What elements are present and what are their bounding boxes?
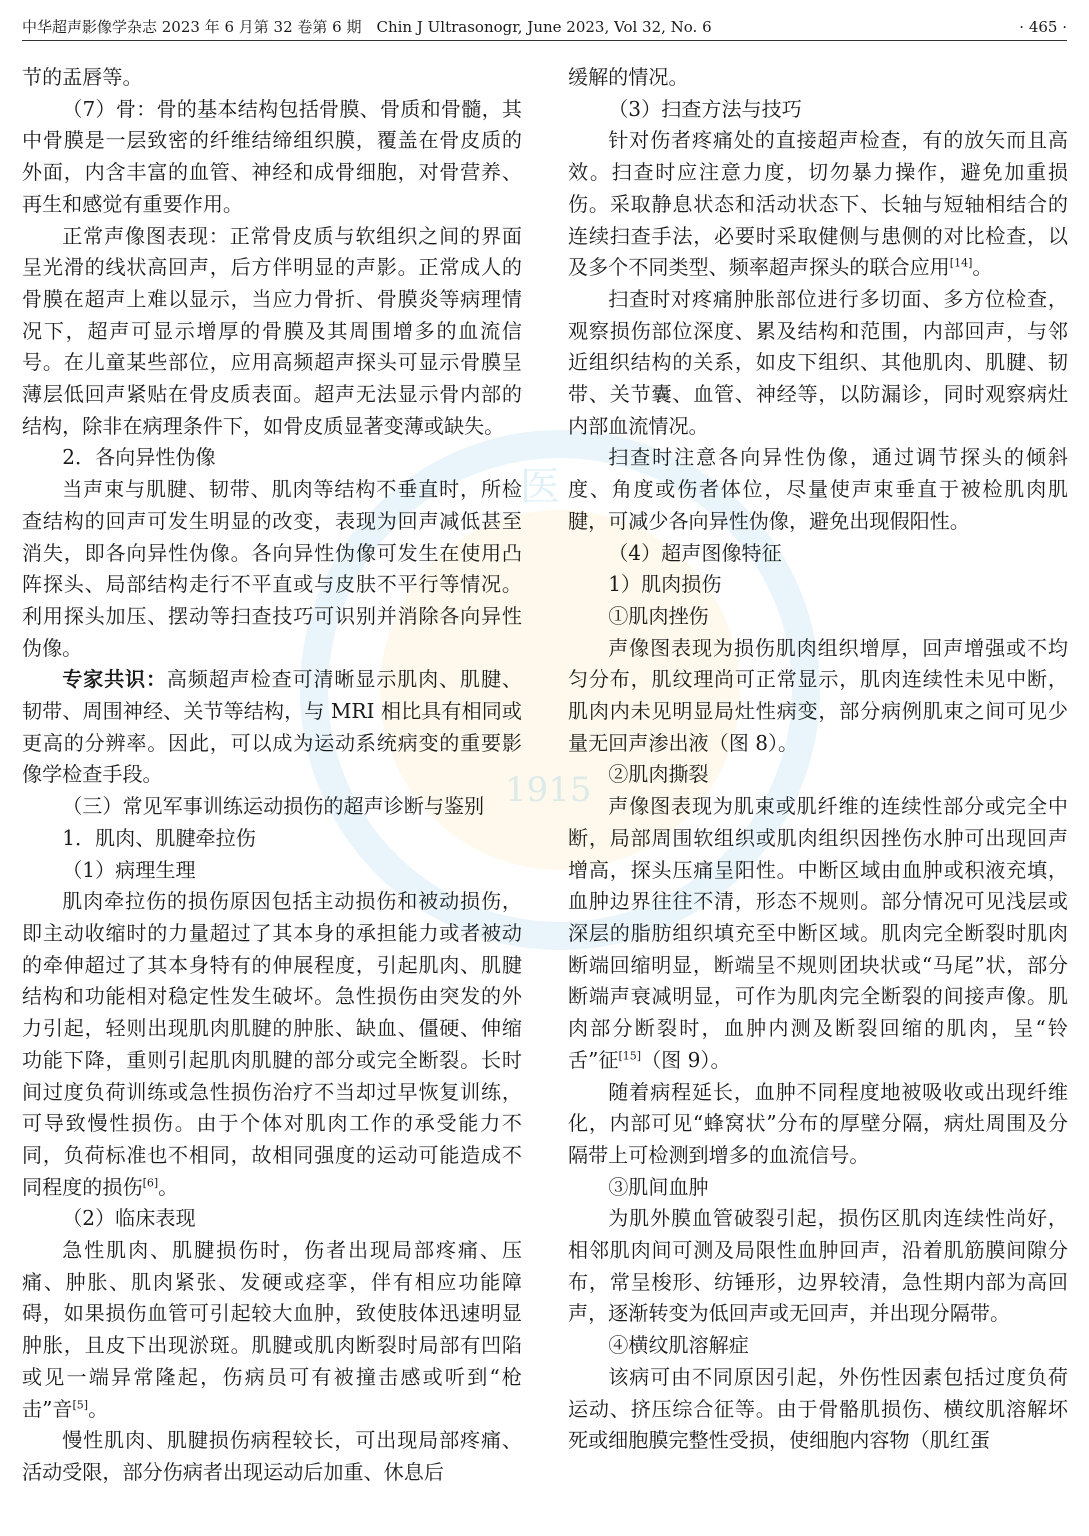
paragraph — [22, 442, 522, 474]
paragraph-text: （2）临床表现 — [62, 1206, 196, 1231]
paragraph-text: 声像图表现为肌束或肌纤维的连续性部分或完全中断，局部周围软组织或肌肉组织因挫伤水肿可出现回声增高，探头压痛呈阳性。中断区域由血肿或积液充填，血肿边界往往不清，形态不规则。部分情况可见浅层或深层的脂肪组织填充至中断区域。肌肉完全断裂时肌肉断端回缩明显，断端呈不规则团块状或“马尾”状，部分断端声衰减明显，可作为肌肉完全断裂的间接声像。肌肉部分断裂时，血肿内测及断裂回缩的肌肉，呈“铃舌”征 — [568, 794, 1068, 1072]
paragraph — [568, 791, 1068, 1076]
paragraph-text: ③肌间血肿 — [608, 1174, 709, 1199]
paragraph-text: 慢性肌肉、肌腱损伤病程较长，可出现局部疼痛、活动受限，部分伤病者出现运动后加重、休息后 — [22, 1428, 522, 1484]
paragraph — [568, 1330, 1068, 1362]
citation-ref: [6] — [142, 1175, 159, 1189]
paragraph-text: 扫查时对疼痛肿胀部位进行多切面、多方位检查，观察损伤部位深度、累及结构和范围，内部回声，与邻近组织结构的关系，如皮下组织、其他肌肉、肌腱、韧带、关节囊、血管、神经等，以防漏诊，同时观察病灶内部血流情况。 — [568, 286, 1068, 438]
paragraph-text: 缓解的情况。 — [568, 65, 689, 89]
paragraph-text: ④横纹肌溶解症 — [608, 1333, 749, 1358]
paragraph-text: 为肌外膜血管破裂引起，损伤区肌肉连续性尚好，相邻肌肉间可测及局限性血肿回声，沿着肌筋膜间隙分布，常呈梭形、纺锤形，边界较清，急性期内部为高回声，逐渐转变为低回声或无回声，并出现分隔带。 — [568, 1206, 1068, 1326]
paragraph — [22, 1425, 522, 1488]
paragraph — [22, 855, 522, 887]
paragraph — [568, 1172, 1068, 1204]
paragraph — [568, 538, 1068, 570]
paragraph-text: ①肌肉挫伤 — [608, 603, 709, 628]
paragraph — [22, 474, 522, 664]
paragraph-text: 高频超声检查可清晰显示肌肉、肌腱、韧带、周围神经、关节等结构，与 MRI 相比具有相同或更高的分辨率。因此，可以成为运动系统病变的重要影像学检查手段。 — [22, 667, 523, 787]
paragraph — [22, 791, 522, 823]
paragraph — [568, 759, 1068, 791]
page-number: · 465 · — [1019, 18, 1067, 36]
paragraph — [568, 442, 1068, 537]
paragraph — [22, 221, 522, 443]
paragraph — [568, 94, 1068, 126]
paragraph-text: （3）扫查方法与技巧 — [608, 96, 802, 121]
paragraph — [568, 1203, 1068, 1330]
paragraph — [22, 62, 522, 94]
paragraph-text: 1）肌肉损伤 — [608, 572, 722, 597]
citation-ref: [15] — [618, 1049, 642, 1063]
paragraph — [568, 62, 1068, 94]
paragraph — [568, 569, 1068, 601]
paragraph — [22, 1203, 522, 1235]
paragraph-text: 正常声像图表现：正常骨皮质与软组织之间的界面呈光滑的线状高回声，后方伴明显的声影。正常成人的骨膜在超声上难以显示，当应力骨折、骨膜炎等病理情况下，超声可显示增厚的骨膜及其周围增多的血流信号。在儿童某些部位，应用高频超声探头可显示骨膜呈薄层低回声紧贴在骨皮质表面。超声无法显示骨内部的结构，除非在病理条件下，如骨皮质显著变薄或缺失。 — [22, 223, 522, 438]
paragraph-text: 随着病程延长，血肿不同程度地被吸收或出现纤维化，内部可见“蜂窝状”分布的厚壁分隔，病灶周围及分隔带上可检测到增多的血流信号。 — [568, 1079, 1068, 1167]
paragraph-text: （7）骨：骨的基本结构包括骨膜、骨质和骨髓，其中骨膜是一层致密的纤维结缔组织膜，覆盖在骨皮质的外面，内含丰富的血管、神经和成骨细胞，对骨营养、再生和感觉有重要作用。 — [22, 96, 522, 216]
paragraph — [22, 1235, 522, 1425]
paragraph-tail: 。 — [158, 1174, 179, 1199]
paragraph-text: 节的盂唇等。 — [22, 65, 143, 89]
paragraph — [568, 125, 1068, 284]
paragraph-text: 1．肌肉、肌腱牵拉伤 — [62, 825, 256, 850]
paragraph — [22, 886, 522, 1203]
right-column — [568, 62, 1068, 1457]
citation-ref: [14] — [949, 256, 973, 270]
paragraph — [22, 823, 522, 855]
paragraph — [568, 633, 1068, 760]
paragraph-text: ②肌肉撕裂 — [608, 762, 709, 787]
bold-lead: 专家共识： — [62, 667, 167, 692]
paragraph-text: （4）超声图像特征 — [608, 540, 782, 565]
running-header — [22, 14, 1067, 41]
paragraph-tail: 。 — [972, 255, 993, 280]
paragraph-text: 扫查时注意各向异性伪像，通过调节探头的倾斜度、角度或伤者体位，尽量使声束垂直于被检肌肉肌腱，可减少各向异性伪像，避免出现假阳性。 — [568, 445, 1068, 533]
paragraph-text: 该病可由不同原因引起，外伤性因素包括过度负荷运动、挤压综合征等。由于骨骼肌损伤、横纹肌溶解坏死或细胞膜完整性受损，使细胞内容物（肌红蛋 — [568, 1364, 1068, 1453]
paragraph-text: （三）常见军事训练运动损伤的超声诊断与鉴别 — [62, 794, 485, 819]
citation-ref: [5] — [72, 1397, 89, 1411]
paragraph-text: 急性肌肉、肌腱损伤时，伤者出现局部疼痛、压痛、肿胀、肌肉紧张、发硬或痉挛，伴有相应功能障碍，如果损伤血管可引起较大血肿，致使肢体迅速明显肿胀，且皮下出现淤斑。肌腱或肌肉断裂时局部有凹陷或见一端异常隆起，伤病员可有被撞击感或听到“枪击”音 — [22, 1238, 522, 1421]
journal-citation: 中华超声影像学杂志 2023 年 6 月第 32 卷第 6 期 Chin J Ultrasonogr, June 2023, Vol 32, No. 6 — [22, 18, 712, 36]
paragraph-tail: 。 — [88, 1396, 109, 1421]
paragraph-tail: （图 9）。 — [641, 1047, 731, 1072]
paragraph-text: 针对伤者疼痛处的直接超声检查，有的放矢而且高效。扫查时应注意力度，切勿暴力操作，避免加重损伤。采取静息状态和活动状态下、长轴与短轴相结合的连续扫查手法，必要时采取健侧与患侧的对比检查，以及多个不同类型、频率超声探头的联合应用 — [568, 128, 1068, 280]
left-column — [22, 62, 522, 1489]
watermark-char: 医 — [520, 464, 560, 510]
paragraph — [568, 1362, 1068, 1457]
paragraph-text: 2．各向异性伪像 — [62, 445, 216, 470]
paragraph-text: （1）病理生理 — [62, 857, 196, 882]
paragraph-text: 声像图表现为损伤肌肉组织增厚，回声增强或不均匀分布，肌纹理尚可正常显示，肌肉连续性未见中断，肌肉内未见明显局灶性病变，部分病例肌束之间可见少量无回声渗出液（图 8）。 — [568, 635, 1068, 755]
paragraph — [568, 1077, 1068, 1172]
watermark-year: 1915 — [505, 770, 592, 810]
paragraph — [22, 94, 522, 221]
paragraph-text: 肌肉牵拉伤的损伤原因包括主动损伤和被动损伤，即主动收缩时的力量超过了其本身的承担能力或者被动的牵伸超过了其本身特有的伸展程度，引起肌肉、肌腱结构和功能相对稳定性发生破坏。急性损伤由突发的外力引起，轻则出现肌肉肌腱的肿胀、缺血、僵硬、伸缩功能下降，重则引起肌肉肌腱的部分或完全断裂。长时间过度负荷训练或急性损伤治疗不当却过早恢复训练，可导致慢性损伤。由于个体对肌肉工作的承受能力不同，负荷标准也不相同，故相同强度的运动可能造成不同程度的损伤 — [22, 889, 522, 1199]
paragraph — [568, 284, 1068, 443]
paragraph-text: 当声束与肌腱、韧带、肌肉等结构不垂直时，所检查结构的回声可发生明显的改变，表现为回声减低甚至消失，即各向异性伪像。各向异性伪像可发生在使用凸阵探头、局部结构走行不平直或与皮肤不平行等情况。利用探头加压、摆动等扫查技巧可识别并消除各向异性伪像。 — [22, 477, 522, 660]
paragraph — [22, 664, 522, 791]
paragraph — [568, 601, 1068, 633]
